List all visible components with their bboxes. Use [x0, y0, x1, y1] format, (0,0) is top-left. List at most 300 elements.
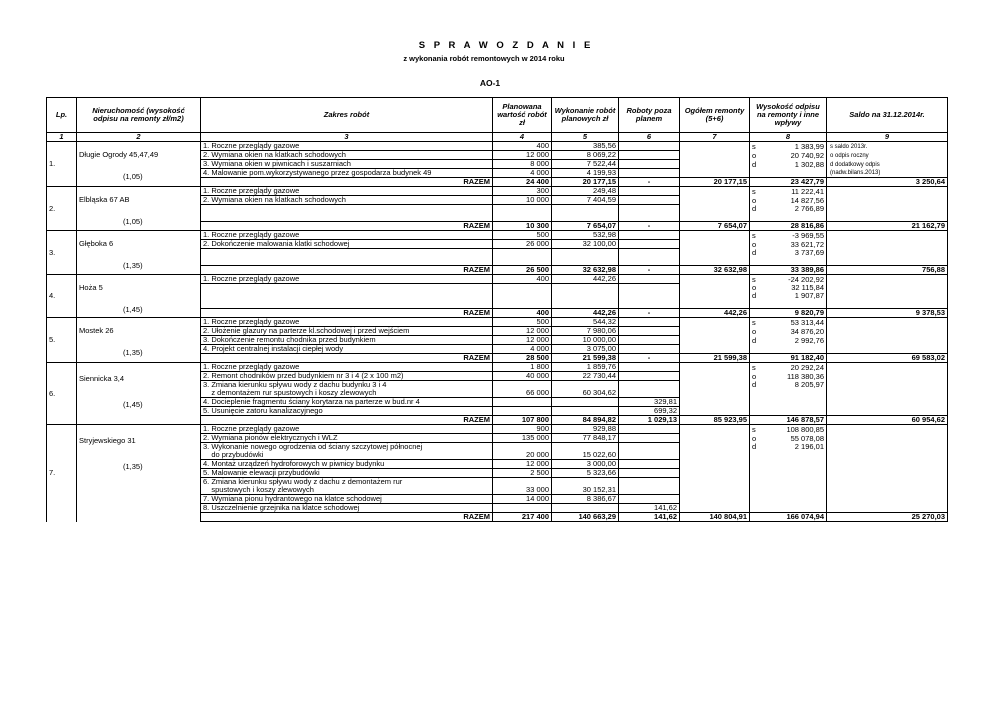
property-name: Mostek 26 [79, 326, 114, 335]
legend-note: d dodatkowy odpis [827, 160, 948, 169]
total-cell [680, 284, 750, 293]
legend-note [827, 495, 948, 504]
sum-planned: 24 400 [493, 178, 552, 187]
deduction-code: s [752, 362, 756, 372]
done-cell: 385,56 [552, 142, 619, 151]
deduction-amount: 2 766,89 [760, 205, 827, 214]
deduction-code: o [752, 283, 757, 292]
deduction-code [750, 345, 760, 354]
property-rate: (1,45) [123, 400, 143, 409]
column-number: 3 [201, 133, 493, 142]
property-cell [77, 275, 201, 318]
legend-note [827, 434, 948, 443]
done-cell [552, 284, 619, 293]
planned-cell [493, 292, 552, 300]
extra-cell [619, 451, 680, 460]
total-cell [680, 451, 750, 460]
sum-planned: 10 300 [493, 222, 552, 231]
sum-planned: 107 800 [493, 416, 552, 425]
scope-cell: do przybudówki [201, 451, 493, 460]
deduction-amount [760, 451, 827, 460]
row-lp: 2. [47, 187, 77, 231]
total-cell [680, 231, 750, 240]
extra-cell [619, 327, 680, 336]
scope-cell: 4. Malowanie pom.wykorzystywanego przez gospodarza budynek 49 [201, 169, 493, 178]
deduction-amount: 20 740,92 [760, 151, 827, 160]
sum-extra: - [619, 354, 680, 363]
scope-cell: 5. Malowanie elewacji przybudówki [201, 469, 493, 478]
done-cell [552, 213, 619, 222]
sum-amount: 91 182,40 [750, 354, 827, 363]
extra-cell [619, 231, 680, 240]
header-deduction: Wysokość odpisu na remonty i inne wpływy [750, 98, 827, 133]
total-cell [680, 292, 750, 300]
extra-cell [619, 389, 680, 398]
scope-cell: 2. Remont chodników przed budynkiem nr 3 i 4 (2 x 100 m2) [201, 372, 493, 381]
planned-cell: 8 000 [493, 160, 552, 169]
property-rate: (1,05) [123, 217, 143, 226]
planned-cell [493, 443, 552, 452]
column-number: 7 [680, 133, 750, 142]
scope-cell: 4. Montaż urządzeń hydroforowych w piwnicy budynku [201, 460, 493, 469]
done-cell [552, 300, 619, 309]
row-lp: 5. [47, 318, 77, 363]
total-cell [680, 381, 750, 390]
extra-cell [619, 187, 680, 196]
deduction-code: d [752, 335, 757, 345]
sum-done: 21 599,38 [552, 354, 619, 363]
legend-note [827, 443, 948, 452]
legend-note [827, 407, 948, 416]
sum-balance: 756,88 [827, 266, 948, 275]
legend-note: (nadw.bilans.2013) [827, 169, 948, 178]
planned-cell: 300 [493, 187, 552, 196]
sum-total: 442,26 [680, 309, 750, 318]
extra-cell [619, 372, 680, 381]
extra-cell [619, 443, 680, 452]
property-name: Elbląska 67 AB [79, 195, 130, 204]
deduction-amount [760, 398, 827, 407]
total-cell [680, 407, 750, 416]
extra-cell [619, 363, 680, 372]
extra-cell [619, 469, 680, 478]
deduction-code: o [752, 326, 757, 336]
sum-amount: 23 427,79 [750, 178, 827, 187]
sum-amount: 28 816,86 [750, 222, 827, 231]
razem-label: RAZEM [201, 513, 493, 522]
planned-cell: 12 000 [493, 460, 552, 469]
total-cell [680, 151, 750, 160]
legend-note [827, 451, 948, 460]
deduction-amount [760, 460, 827, 469]
extra-cell [619, 318, 680, 327]
deduction-code [750, 451, 760, 460]
scope-cell [201, 300, 493, 309]
deduction-code [750, 407, 760, 416]
sum-done: 32 632,98 [552, 266, 619, 275]
sum-total: 32 632,98 [680, 266, 750, 275]
sum-extra: - [619, 266, 680, 275]
property-rate: (1,05) [123, 172, 143, 181]
scope-cell: 3. Wykonanie nowego ogrodzenia od ściany szczytowej północnej [201, 443, 493, 452]
row-lp: 7. [47, 425, 77, 522]
scope-cell: 2. Dokończenie malowania klatki schodowej [201, 240, 493, 249]
deduction-code: o [752, 150, 757, 160]
total-cell [680, 469, 750, 478]
property-name: Długie Ogrody 45,47,49 [79, 150, 159, 159]
total-cell [680, 205, 750, 214]
report-code: AO-1 [479, 78, 501, 88]
scope-cell: 2. Ułożenie glazury na parterze kl.schodowej i przed wejściem [201, 327, 493, 336]
deduction-amount: 1 907,87 [760, 292, 827, 300]
extra-cell [619, 292, 680, 300]
sum-done: 84 894,82 [552, 416, 619, 425]
legend-note [827, 336, 948, 345]
done-cell: 60 304,62 [552, 389, 619, 398]
extra-cell [619, 486, 680, 495]
extra-cell [619, 381, 680, 390]
planned-cell [493, 300, 552, 309]
done-cell [552, 381, 619, 390]
deduction-amount [760, 300, 827, 309]
header-total: Ogółem remonty (5+6) [680, 98, 750, 133]
sum-amount: 9 820,79 [750, 309, 827, 318]
planned-cell: 2 500 [493, 469, 552, 478]
property-rate: (1,35) [123, 348, 143, 357]
total-cell [680, 372, 750, 381]
scope-cell [201, 213, 493, 222]
scope-cell: 6. Zmiana kierunku spływu wody z dachu z demontażem rur [201, 478, 493, 487]
deduction-amount [760, 345, 827, 354]
property-cell [77, 318, 201, 363]
planned-cell: 20 000 [493, 451, 552, 460]
sum-done: 7 654,07 [552, 222, 619, 231]
extra-cell [619, 434, 680, 443]
sum-balance: 60 954,62 [827, 416, 948, 425]
scope-cell: 3. Dokończenie remontu chodnika przed budynkiem [201, 336, 493, 345]
deduction-code: d [752, 159, 757, 169]
deduction-code: o [752, 195, 757, 205]
done-cell [552, 478, 619, 487]
property-rate: (1,45) [123, 305, 143, 314]
legend-note [827, 284, 948, 293]
sum-planned: 217 400 [493, 513, 552, 522]
planned-cell [493, 213, 552, 222]
done-cell: 249,48 [552, 187, 619, 196]
planned-cell: 135 000 [493, 434, 552, 443]
deduction-code [750, 460, 760, 469]
property-name: Siennicka 3,4 [79, 374, 125, 383]
scope-cell: 7. Wymiana pionu hydrantowego na klatce schodowej [201, 495, 493, 504]
legend-note [827, 504, 948, 513]
deduction-code: d [752, 380, 757, 389]
scope-cell: 1. Roczne przeglądy gazowe [201, 142, 493, 151]
sum-balance: 9 378,53 [827, 309, 948, 318]
extra-cell [619, 275, 680, 284]
done-cell: 7 404,59 [552, 196, 619, 205]
total-cell [680, 187, 750, 196]
deduction-amount [760, 495, 827, 504]
table-row [47, 231, 948, 240]
total-cell [680, 504, 750, 513]
planned-cell: 500 [493, 231, 552, 240]
scope-cell: 1. Roczne przeglądy gazowe [201, 231, 493, 240]
sum-balance: 25 270,03 [827, 513, 948, 522]
scope-cell: 1. Roczne przeglądy gazowe [201, 187, 493, 196]
report-table [46, 97, 948, 522]
total-cell [680, 460, 750, 469]
planned-cell: 4 000 [493, 169, 552, 178]
property-cell [77, 142, 201, 187]
razem-label: RAZEM [201, 266, 493, 275]
extra-cell [619, 142, 680, 151]
scope-cell: 1. Roczne przeglądy gazowe [201, 275, 493, 284]
deduction-code [750, 486, 760, 495]
sum-extra: - [619, 309, 680, 318]
deduction-code [750, 300, 760, 309]
done-cell [552, 205, 619, 214]
legend-note [827, 398, 948, 407]
done-cell: 929,88 [552, 425, 619, 434]
done-cell: 7 980,06 [552, 327, 619, 336]
planned-cell [493, 407, 552, 416]
header-property: Nieruchomość (wysokość odpisu na remonty zł/m2) [77, 98, 201, 133]
sum-balance: 69 583,02 [827, 354, 948, 363]
scope-cell: 1. Roczne przeglądy gazowe [201, 363, 493, 372]
extra-cell [619, 160, 680, 169]
done-cell: 8 386,67 [552, 495, 619, 504]
sum-total: 85 923,95 [680, 416, 750, 425]
legend-note [827, 257, 948, 266]
planned-cell [493, 398, 552, 407]
planned-cell: 26 000 [493, 240, 552, 249]
done-cell: 10 000,00 [552, 336, 619, 345]
deduction-code [750, 478, 760, 487]
planned-cell [493, 381, 552, 390]
sum-amount: 146 878,57 [750, 416, 827, 425]
deduction-amount: 34 876,20 [760, 327, 827, 336]
deduction-code: d [752, 248, 757, 257]
legend-note [827, 300, 948, 309]
deduction-code: s [752, 230, 756, 240]
table-row [47, 425, 948, 434]
scope-cell: 3. Wymiana okien w piwnicach i suszarniach [201, 160, 493, 169]
extra-cell [619, 257, 680, 266]
razem-label: RAZEM [201, 178, 493, 187]
done-cell: 7 522,44 [552, 160, 619, 169]
total-cell [680, 443, 750, 452]
deduction-code: d [752, 442, 757, 451]
planned-cell [493, 504, 552, 513]
deduction-amount: 3 737,69 [760, 249, 827, 258]
deduction-amount [760, 469, 827, 478]
total-cell [680, 327, 750, 336]
legend-note [827, 381, 948, 390]
legend-note [827, 469, 948, 478]
sum-done: 442,26 [552, 309, 619, 318]
legend-note [827, 231, 948, 240]
deduction-amount [760, 257, 827, 266]
deduction-amount: 8 205,97 [760, 381, 827, 390]
deduction-amount: 32 115,84 [760, 284, 827, 293]
deduction-code [750, 398, 760, 407]
planned-cell: 12 000 [493, 327, 552, 336]
extra-cell [619, 478, 680, 487]
table-row [47, 187, 948, 196]
sum-extra: - [619, 222, 680, 231]
column-number: 1 [47, 133, 77, 142]
total-cell [680, 257, 750, 266]
extra-cell [619, 300, 680, 309]
done-cell [552, 249, 619, 258]
done-cell: 15 022,60 [552, 451, 619, 460]
total-cell [680, 240, 750, 249]
total-cell [680, 478, 750, 487]
total-cell [680, 425, 750, 434]
planned-cell: 40 000 [493, 372, 552, 381]
sum-extra: - [619, 178, 680, 187]
done-cell [552, 398, 619, 407]
row-lp: 6. [47, 363, 77, 425]
razem-label: RAZEM [201, 222, 493, 231]
scope-cell [201, 292, 493, 300]
done-cell: 532,98 [552, 231, 619, 240]
deduction-amount [760, 169, 827, 178]
total-cell [680, 275, 750, 284]
sum-amount: 166 074,94 [750, 513, 827, 522]
sum-balance: 3 250,64 [827, 178, 948, 187]
extra-cell: 141,62 [619, 504, 680, 513]
legend-note [827, 372, 948, 381]
scope-cell: 5. Usunięcie zatoru kanalizacyjnego [201, 407, 493, 416]
deduction-amount: 118 380,36 [760, 372, 827, 381]
deduction-code: s [752, 317, 756, 327]
scope-cell: 8. Uszczelnienie grzejnika na klatce schodowej [201, 504, 493, 513]
legend-note [827, 345, 948, 354]
extra-cell [619, 169, 680, 178]
table-row [47, 363, 948, 372]
header-extra: Roboty poza planem [619, 98, 680, 133]
planned-cell: 400 [493, 275, 552, 284]
deduction-amount [760, 478, 827, 487]
table-row [47, 142, 948, 151]
total-cell [680, 249, 750, 258]
deduction-code: o [752, 433, 757, 443]
sum-total: 21 599,38 [680, 354, 750, 363]
extra-cell [619, 345, 680, 354]
deduction-amount: 11 222,41 [760, 187, 827, 196]
razem-label: RAZEM [201, 354, 493, 363]
done-cell: 544,32 [552, 318, 619, 327]
done-cell: 3 000,00 [552, 460, 619, 469]
done-cell: 5 323,66 [552, 469, 619, 478]
deduction-amount: 55 078,08 [760, 434, 827, 443]
header-balance: Saldo na 31.12.2014r. [827, 98, 948, 133]
planned-cell [493, 257, 552, 266]
legend-note: s saldo 2013r. [827, 142, 948, 151]
column-number: 2 [77, 133, 201, 142]
total-cell [680, 213, 750, 222]
planned-cell: 66 000 [493, 389, 552, 398]
razem-label: RAZEM [201, 309, 493, 318]
deduction-amount: 2 992,76 [760, 336, 827, 345]
total-cell [680, 434, 750, 443]
sum-extra: 141,62 [619, 513, 680, 522]
legend-note [827, 486, 948, 495]
deduction-code [750, 169, 760, 178]
header-done: Wykonanie robót planowych zł [552, 98, 619, 133]
header-planned: Planowana wartość robót zł [493, 98, 552, 133]
done-cell: 1 859,76 [552, 363, 619, 372]
extra-cell [619, 336, 680, 345]
done-cell [552, 504, 619, 513]
row-lp: 3. [47, 231, 77, 275]
deduction-code: o [752, 239, 757, 249]
legend-note [827, 249, 948, 258]
extra-cell [619, 284, 680, 293]
done-cell: 32 100,00 [552, 240, 619, 249]
sum-done: 20 177,15 [552, 178, 619, 187]
scope-cell [201, 257, 493, 266]
total-cell [680, 336, 750, 345]
deduction-code: s [752, 141, 756, 151]
total-cell [680, 495, 750, 504]
done-cell: 30 152,31 [552, 486, 619, 495]
done-cell: 8 069,22 [552, 151, 619, 160]
table-row [47, 318, 948, 327]
header-lp: Lp. [47, 98, 77, 133]
total-cell [680, 160, 750, 169]
total-cell [680, 389, 750, 398]
planned-cell [493, 205, 552, 214]
deduction-amount [760, 389, 827, 398]
done-cell [552, 257, 619, 266]
done-cell: 4 199,93 [552, 169, 619, 178]
extra-cell [619, 205, 680, 214]
done-cell: 3 075,00 [552, 345, 619, 354]
column-number: 5 [552, 133, 619, 142]
report-title: S P R A W O Z D A N I E [418, 40, 594, 51]
sum-done: 140 663,29 [552, 513, 619, 522]
scope-cell: 2. Wymiana pionów elektrycznych i WLZ [201, 434, 493, 443]
legend-note [827, 213, 948, 222]
planned-cell: 400 [493, 142, 552, 151]
planned-cell: 12 000 [493, 336, 552, 345]
sum-planned: 28 500 [493, 354, 552, 363]
total-cell [680, 318, 750, 327]
deduction-amount: 108 800,85 [760, 425, 827, 434]
done-cell: 77 848,17 [552, 434, 619, 443]
legend-note [827, 425, 948, 434]
total-cell [680, 169, 750, 178]
property-name: Stryjewskiego 31 [79, 436, 136, 445]
legend-note [827, 196, 948, 205]
deduction-amount: -24 202,92 [760, 275, 827, 284]
column-number: 9 [827, 133, 948, 142]
extra-cell: 699,32 [619, 407, 680, 416]
total-cell [680, 345, 750, 354]
column-number-row [47, 133, 948, 142]
deduction-code [750, 213, 760, 222]
planned-cell: 12 000 [493, 151, 552, 160]
planned-cell: 4 000 [493, 345, 552, 354]
sum-amount: 33 389,86 [750, 266, 827, 275]
total-cell [680, 486, 750, 495]
done-cell: 442,26 [552, 275, 619, 284]
deduction-code: s [752, 274, 756, 284]
scope-cell: 3. Zmiana kierunku spływu wody z dachu budynku 3 i 4 [201, 381, 493, 390]
deduction-code: s [752, 424, 756, 434]
